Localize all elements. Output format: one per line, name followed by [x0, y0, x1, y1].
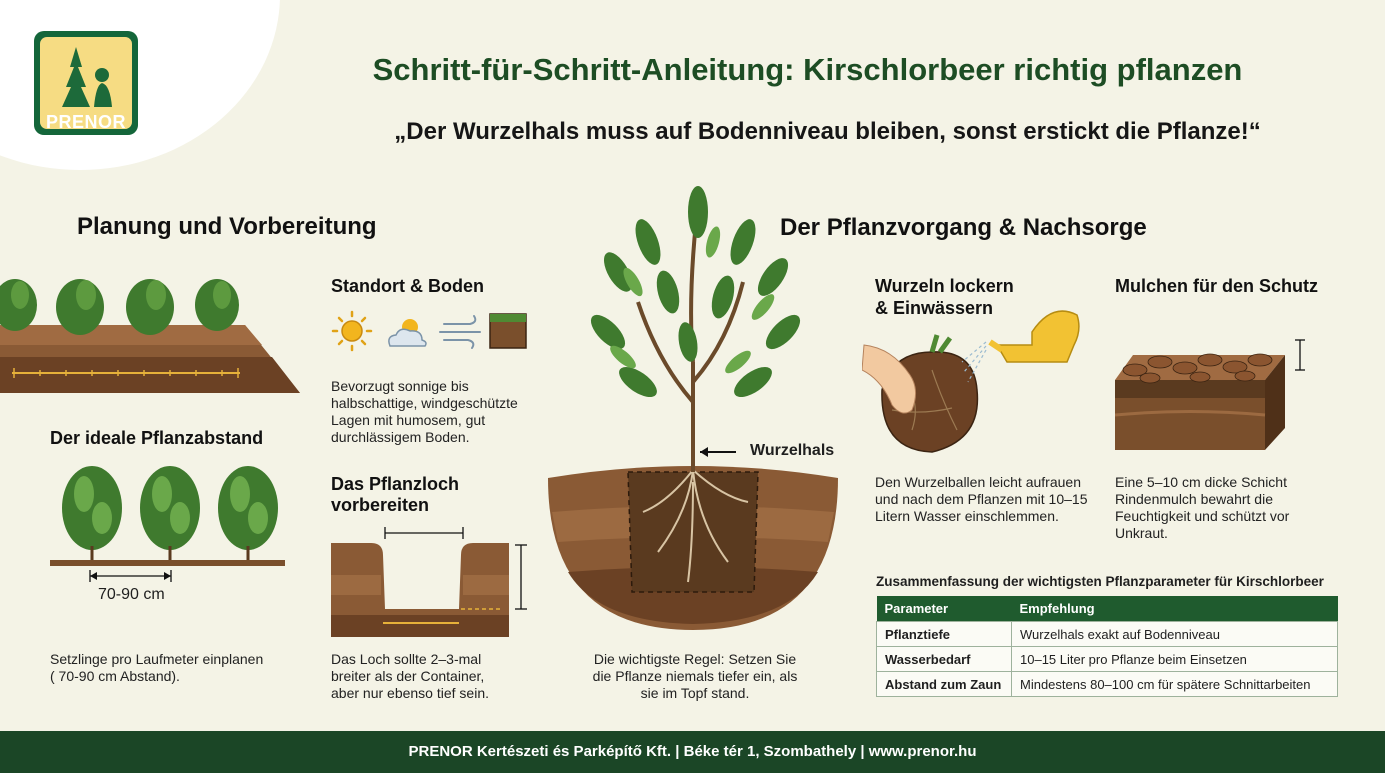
sun-icon — [333, 312, 371, 350]
roots-heading-line-2: & Einwässern — [875, 298, 994, 318]
cherry-laurel-cross-section — [548, 182, 838, 630]
table-cell: Abstand zum Zaun — [877, 672, 1012, 697]
prenor-logo[interactable] — [34, 31, 138, 135]
key-rule-text: Die wichtigste Regel: Setzen Sie die Pflanze niemals tiefer ein, als sie im Topf stand. — [592, 651, 798, 701]
location-text: Bevorzugt sonnige bis halbschattige, windgeschützte Lagen mit humosem, gut durchlässigem Boden. — [331, 378, 518, 445]
wind-icon — [440, 316, 480, 348]
spacing-measure: 70-90 cm — [98, 586, 165, 603]
spacing-text-line-1: Setzlinge pro Laufmeter einplanen — [50, 651, 264, 667]
mulch-heading: Mulchen für den Schutz — [1115, 276, 1319, 296]
table-row — [877, 647, 1338, 672]
parameter-table — [876, 596, 1338, 697]
process-heading: Der Pflanzvorgang & Nachsorge — [780, 214, 1147, 241]
hole-text: Das Loch sollte 2–3-mal breiter als der Container, aber nur ebenso tief sein. — [331, 651, 489, 701]
table-row — [877, 672, 1338, 697]
location-icons — [330, 310, 530, 352]
table-column-header: Parameter — [877, 596, 1012, 622]
roots-text: Den Wurzelballen leicht aufrauen und nach dem Pflanzen mit 10–15 Litern Wasser einschlemmen. — [875, 474, 1088, 524]
spacing-heading: Der ideale Pflanzabstand — [50, 428, 264, 448]
key-quote: „Der Wurzelhals muss auf Bodenniveau bleiben, sonst erstickt die Pflanze!“ — [394, 118, 1261, 145]
mulch-text: Eine 5–10 cm dicke Schicht Rindenmulch bewahrt die Feuchtigkeit und schützt vor Unkraut. — [1115, 474, 1290, 541]
hole-heading-line-2: vorbereiten — [331, 495, 430, 515]
root-loosening-illustration — [862, 290, 1092, 465]
table-cell: Pflanztiefe — [877, 622, 1012, 647]
table-cell: 10–15 Liter pro Pflanze beim Einsetzen — [1012, 647, 1338, 672]
planning-heading: Planung und Vorbereitung — [77, 213, 377, 240]
table-row — [877, 622, 1338, 647]
table-cell: Wurzelhals exakt auf Bodenniveau — [1012, 622, 1338, 647]
footer-contact-bar: PRENOR Kertészeti és Parképítő Kft. | Béke tér 1, Szombathely | www.prenor.hu — [0, 731, 1385, 773]
spacing-dimension-arrow — [88, 569, 173, 583]
table-cell: Wasserbedarf — [877, 647, 1012, 672]
mulch-layer-illustration — [1115, 320, 1315, 455]
roots-heading-line-1: Wurzeln lockern — [875, 276, 1014, 296]
summary-heading: Zusammenfassung der wichtigsten Pflanzparameter für Kirschlorbeer — [876, 574, 1324, 589]
page-title: Schritt-für-Schritt-Anleitung: Kirschlorbeer richtig pflanzen — [372, 52, 1243, 87]
plant-spacing-illustration — [50, 460, 290, 570]
table-cell: Mindestens 80–100 cm für spätere Schnittarbeiten — [1012, 672, 1338, 697]
root-collar-label: Wurzelhals — [750, 442, 835, 459]
location-heading: Standort & Boden — [331, 276, 484, 296]
table-column-header: Empfehlung — [1012, 596, 1338, 622]
planting-hole-illustration — [331, 525, 531, 640]
soil-icon — [490, 314, 526, 348]
partly-cloudy-icon — [389, 319, 426, 346]
hedge-bed-illustration — [0, 265, 300, 400]
spacing-text-line-2: ( 70-90 cm Abstand). — [50, 668, 180, 684]
logo-text: PRENOR — [45, 112, 126, 132]
hole-heading-line-1: Das Pflanzloch — [331, 474, 460, 494]
table-header-row — [877, 596, 1338, 622]
